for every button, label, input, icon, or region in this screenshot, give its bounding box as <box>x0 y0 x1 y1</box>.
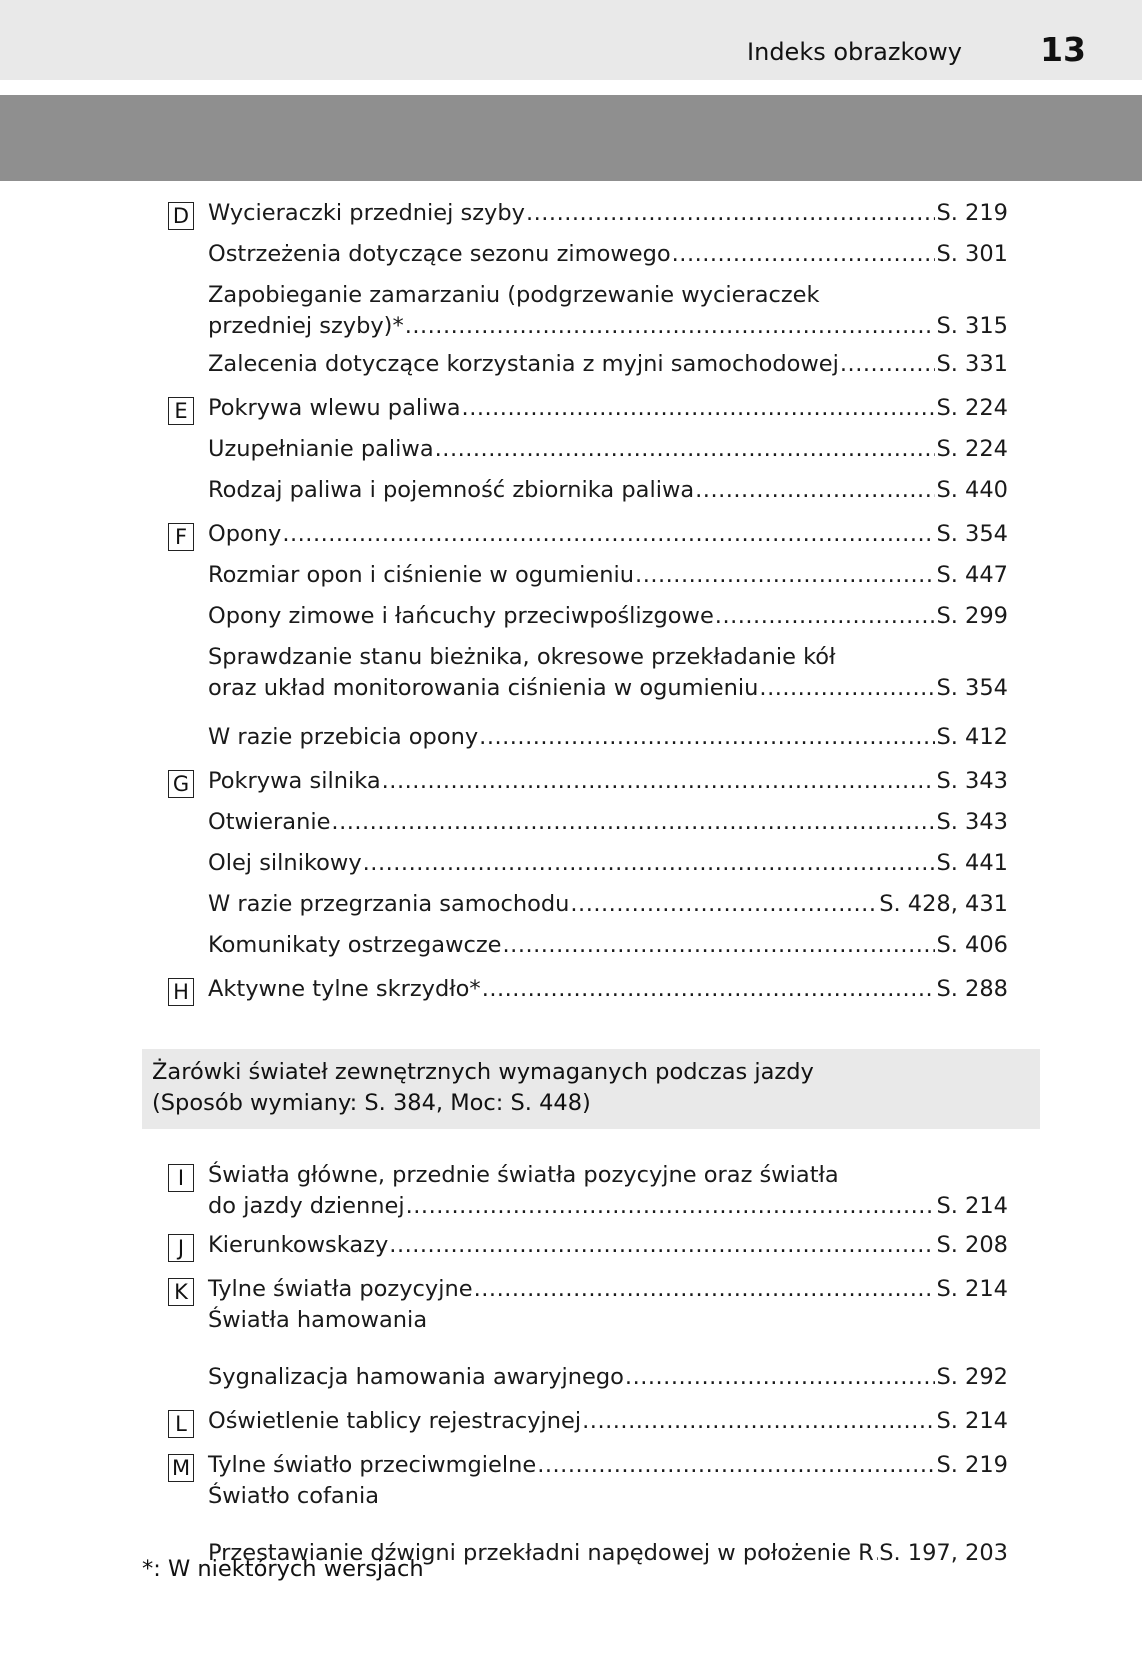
page-reference: S. 219 <box>936 200 1008 226</box>
page-reference: S. 440 <box>936 477 1008 503</box>
entry-text: Olej silnikowy <box>208 850 362 876</box>
index-subentry <box>208 889 1008 920</box>
index-subentry <box>208 642 1008 704</box>
page-reference: S. 354 <box>936 521 1008 547</box>
index-subentry <box>208 722 1008 753</box>
leader-dots <box>462 393 936 424</box>
entry-text: Światło cofania <box>208 1483 380 1509</box>
entry-text: Opony <box>208 521 282 547</box>
index-subentry <box>208 560 1008 591</box>
entry-text: Oświetlenie tablicy rejestracyjnej <box>208 1408 582 1434</box>
leader-dots <box>331 807 935 838</box>
page-reference: S. 197, 203 <box>879 1540 1008 1566</box>
index-subentry <box>208 601 1008 632</box>
index-letter-i: I <box>168 1164 194 1192</box>
entry-text: Zalecenia dotyczące korzystania z myjni samochodowej <box>208 351 839 377</box>
leader-dots <box>715 601 936 632</box>
index-subentry <box>208 807 1008 838</box>
leader-dots <box>537 1450 935 1481</box>
page-reference: S. 214 <box>936 1408 1008 1434</box>
index-entry <box>208 1230 1008 1261</box>
index-letter-g: G <box>168 770 194 798</box>
entry-text: Komunikaty ostrzegawcze <box>208 932 502 958</box>
leader-dots <box>363 848 936 879</box>
page-reference: S. 315 <box>936 313 1008 339</box>
index-letter-f: F <box>168 523 194 551</box>
index-entry <box>208 1406 1008 1437</box>
entry-text: Zapobieganie zamarzaniu (podgrzewanie wycieraczek <box>208 282 820 308</box>
header-image-band <box>0 95 1142 181</box>
index-entry <box>208 198 1008 229</box>
entry-text: Pokrywa wlewu paliwa <box>208 395 461 421</box>
index-letter-h: H <box>168 978 194 1006</box>
leader-dots <box>479 722 935 753</box>
entry-text: Tylne światła pozycyjne <box>208 1276 473 1302</box>
leader-dots <box>474 1274 936 1305</box>
entry-text: Kierunkowskazy <box>208 1232 389 1258</box>
entry-text: W razie przegrzania samochodu <box>208 891 570 917</box>
entry-text: Wycieraczki przedniej szyby <box>208 200 525 226</box>
header-bar <box>0 0 1142 80</box>
entry-text: Tylne światło przeciwmgielne <box>208 1452 537 1478</box>
leader-dots <box>759 673 935 704</box>
leader-dots <box>625 1362 936 1393</box>
index-subentry <box>208 475 1008 506</box>
leader-dots <box>526 198 935 229</box>
index-subentry <box>208 280 1008 342</box>
page-reference: S. 441 <box>936 850 1008 876</box>
section-title: Żarówki świateł zewnętrznych wymaganych podczas jazdy <box>152 1059 814 1085</box>
entry-text: Światła główne, przednie światła pozycyjne oraz światła <box>208 1162 839 1188</box>
header-title: Indeks obrazkowy <box>747 38 962 66</box>
entry-text: Sygnalizacja hamowania awaryjnego <box>208 1364 624 1390</box>
leader-dots <box>405 311 936 342</box>
index-letter-k: K <box>168 1278 194 1306</box>
page-reference: S. 412 <box>936 724 1008 750</box>
leader-dots <box>406 1191 936 1222</box>
index-letter-d: D <box>168 202 194 230</box>
page-reference: S. 343 <box>936 768 1008 794</box>
index-subentry <box>208 434 1008 465</box>
index-entry <box>208 766 1008 797</box>
index-letter-m: M <box>168 1454 194 1482</box>
leader-dots <box>672 239 936 270</box>
index-letter-l: L <box>168 1410 194 1438</box>
entry-text: Rozmiar opon i ciśnienie w ogumieniu <box>208 562 635 588</box>
page-reference: S. 288 <box>936 976 1008 1002</box>
entry-text: Ostrzeżenia dotyczące sezonu zimowego <box>208 241 671 267</box>
index-subentry <box>208 239 1008 270</box>
leader-dots <box>503 930 936 961</box>
index-entry <box>208 1274 1008 1336</box>
entry-text: Aktywne tylne skrzydło* <box>208 976 481 1002</box>
entry-text: do jazdy dziennej <box>208 1193 405 1219</box>
entry-text: Pokrywa silnika <box>208 768 381 794</box>
index-subentry <box>208 349 1008 380</box>
index-entry <box>208 974 1008 1005</box>
page-reference: S. 224 <box>936 395 1008 421</box>
leader-dots <box>840 349 936 380</box>
page-reference: S. 354 <box>936 675 1008 701</box>
page-reference: S. 428, 431 <box>879 891 1008 917</box>
leader-dots <box>389 1230 935 1261</box>
leader-dots <box>282 519 935 550</box>
entry-text: Rodzaj paliwa i pojemność zbiornika paliwa <box>208 477 695 503</box>
entry-text: Sprawdzanie stanu bieżnika, okresowe przekładanie kół <box>208 644 836 670</box>
leader-dots <box>482 974 936 1005</box>
leader-dots <box>875 1538 878 1569</box>
index-letter-e: E <box>168 397 194 425</box>
page-reference: S. 447 <box>936 562 1008 588</box>
entry-text: W razie przebicia opony <box>208 724 479 750</box>
section-header <box>142 1049 1040 1129</box>
index-entry <box>208 393 1008 424</box>
leader-dots <box>435 434 936 465</box>
page-reference: S. 214 <box>936 1193 1008 1219</box>
page-reference: S. 208 <box>936 1232 1008 1258</box>
index-subentry <box>208 930 1008 961</box>
leader-dots <box>382 766 936 797</box>
entry-text: przedniej szyby)* <box>208 313 404 339</box>
section-subtitle: (Sposób wymiany: S. 384, Moc: S. 448) <box>152 1090 591 1116</box>
page-reference: S. 343 <box>936 809 1008 835</box>
page-reference: S. 224 <box>936 436 1008 462</box>
page-reference: S. 301 <box>936 241 1008 267</box>
entry-text: Uzupełnianie paliwa <box>208 436 434 462</box>
index-subentry <box>208 848 1008 879</box>
page-number: 13 <box>1040 30 1086 69</box>
entry-text: Opony zimowe i łańcuchy przeciwpoślizgowe <box>208 603 714 629</box>
entry-text: Światła hamowania <box>208 1307 428 1333</box>
leader-dots <box>582 1406 935 1437</box>
entry-text: oraz układ monitorowania ciśnienia w ogumieniu <box>208 675 759 701</box>
leader-dots <box>570 889 878 920</box>
index-entry <box>208 1450 1008 1512</box>
page-reference: S. 219 <box>936 1452 1008 1478</box>
page-reference: S. 331 <box>936 351 1008 377</box>
footnote: *: W niektórych wersjach <box>142 1556 424 1582</box>
index-entry <box>208 1160 1008 1222</box>
index-entry <box>208 519 1008 550</box>
entry-text: Przestawianie dźwigni przekładni napędowej w położenie R <box>208 1540 874 1566</box>
leader-dots <box>635 560 935 591</box>
leader-dots <box>695 475 935 506</box>
page-reference: S. 406 <box>936 932 1008 958</box>
page-reference: S. 214 <box>936 1276 1008 1302</box>
index-subentry <box>208 1362 1008 1393</box>
page-reference: S. 292 <box>936 1364 1008 1390</box>
page-reference: S. 299 <box>936 603 1008 629</box>
index-letter-j: J <box>168 1234 194 1262</box>
index-subentry <box>208 1538 1008 1569</box>
entry-text: Otwieranie <box>208 809 331 835</box>
